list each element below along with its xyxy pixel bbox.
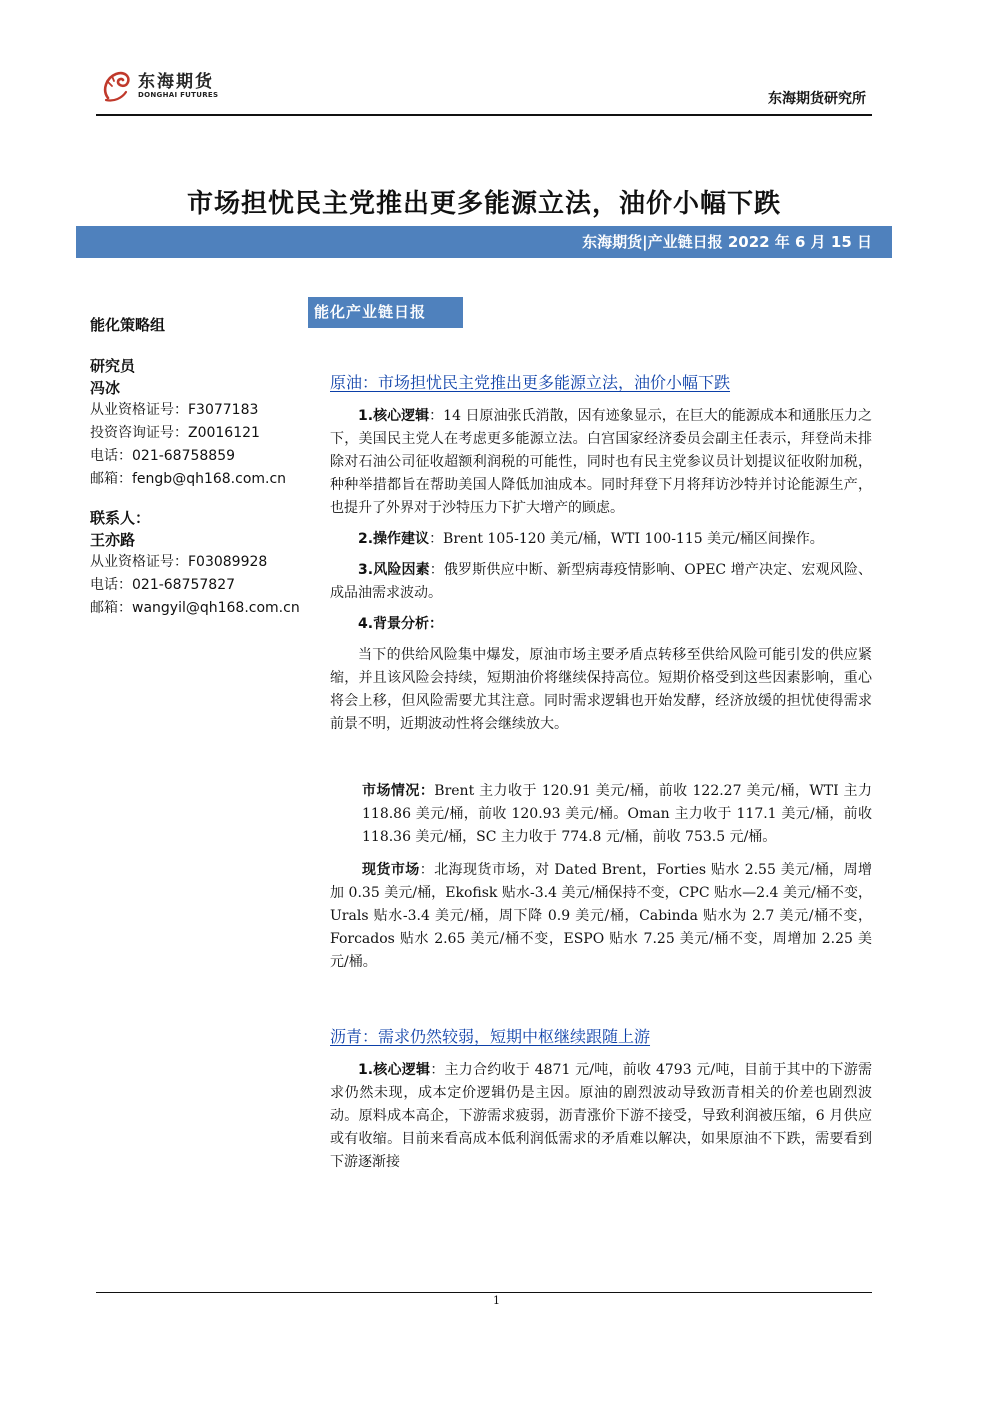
report-date-band: 东海期货|产业链日报 2022 年 6 月 15 日	[76, 226, 892, 258]
crude-background-text: 当下的供给风险集中爆发，原油市场主要矛盾点转移至供给风险可能引发的供应紧缩，并且该风险会持续，短期油价将继续保持高位。短期价格受到这些因素影响，重心将会上移，但风险需要尤其注意。同时需求逻辑也开始发酵，经济放缓的担忧使得需求前景不明，近期波动性将会继续放大。	[330, 647, 872, 732]
report-title: 市场担忧民主党推出更多能源立法，油价小幅下跌	[186, 189, 781, 219]
asphalt-core-logic-label: 1.核心逻辑	[358, 1062, 431, 1078]
footer-divider	[96, 1292, 872, 1293]
crude-spot-market	[330, 859, 872, 974]
crude-advice	[330, 528, 872, 551]
crude-core-logic-label: 1.核心逻辑	[358, 408, 430, 424]
crude-spot-text: ：北海现货市场，对 Dated Brent，Forties 贴水 2.55 美元/桶，周增加 0.35 美元/桶，Ekofisk 贴水-3.4 美元/桶保持不变，CPC 贴水—2.4 美元/桶不变，Urals 贴水-3.4 美元/桶，周下降 0.9 美元/桶，Cabinda 贴水为 2.7 美元/桶不变， Forcados 贴水 2.65 美元/桶不变，ESPO 贴水 7.25 美元/桶不变，周增加 2.25 美元/桶。	[330, 862, 873, 970]
researcher-name: 冯冰	[90, 379, 121, 397]
crude-spot-label: 现货市场	[362, 862, 420, 878]
crude-core-logic	[330, 405, 872, 520]
logo-chinese-name: 东海期货	[138, 72, 214, 92]
researcher-role: 研究员	[90, 357, 136, 375]
section-badge: 能化产业链日报	[308, 297, 463, 328]
crude-market-label: 市场情况：	[362, 783, 435, 799]
company-logo	[100, 68, 218, 104]
researcher-phone: 电话：021-68758859	[90, 448, 236, 464]
team-name: 能化策略组	[90, 316, 166, 334]
report-body	[330, 370, 872, 1182]
crude-risk-text: ：俄罗斯供应中断、新型病毒疫情影响、OPEC 增产决定、宏观风险、成品油需求波动。	[330, 562, 872, 601]
researcher-consult-license: 投资咨询证号：Z0016121	[90, 425, 260, 441]
contact-email[interactable]: 邮箱：wangyil@qh168.com.cn	[90, 600, 300, 616]
logo-english-name: DONGHAI FUTURES	[138, 91, 219, 99]
page-number: 1	[493, 1294, 500, 1307]
page-header	[96, 66, 872, 116]
crude-risk-label: 3.风险因素	[358, 562, 430, 578]
crude-market-text: Brent 主力收于 120.91 美元/桶，前收 122.27 美元/桶，WTI 主力 118.86 美元/桶，前收 120.93 美元/桶。Oman 主力收于 117.1 美元/桶，前收 118.36 美元/桶，SC 主力收于 774.8 元/桶，前收 753.5 元/桶。	[362, 783, 873, 845]
researcher-license: 从业资格证号：F3077183	[90, 402, 259, 418]
crude-market-summary	[330, 780, 872, 849]
crude-risk	[330, 559, 872, 605]
researcher-email[interactable]: 邮箱：fengb@qh168.com.cn	[90, 471, 287, 487]
contact-role: 联系人：	[90, 509, 151, 527]
crude-oil-section-title[interactable]: 原油：市场担忧民主党推出更多能源立法，油价小幅下跌	[330, 373, 731, 392]
crude-advice-label: 2.操作建议	[358, 531, 430, 547]
crude-background-heading: 4.背景分析：	[358, 616, 444, 632]
dragon-logo-icon	[100, 68, 134, 104]
contact-name: 王亦路	[90, 531, 136, 549]
asphalt-core-logic-text: ：主力合约收于 4871 元/吨，前收 4793 元/吨，目前于其中的下游需求仍然未现，成本定价逻辑仍是主因。原油的剧烈波动导致沥青相关的价差也剧烈波动。原料成本高企，下游需求疲弱，沥青涨价下游不接受，导致利润被压缩，6 月供应或有收缩。目前来看高成本低利润低需求的矛盾难以解决，如果原油不下跌，需要看到下游逐渐接	[330, 1062, 872, 1170]
contact-license: 从业资格证号：F03089928	[90, 554, 268, 570]
contact-phone: 电话：021-68757827	[90, 577, 236, 593]
author-sidebar	[90, 314, 318, 620]
crude-core-logic-text: ：14 日原油张氏消散，因有迹象显示，在巨大的能源成本和通胀压力之下，美国民主党人在考虑更多能源立法。白宫国家经济委员会副主任表示，拜登尚未排除对石油公司征收超额利润税的可能性，同时也有民主党参议员计划提议征收附加税，种种举措都旨在帮助美国人降低加油成本。同时拜登下月将拜访沙特并讨论能源生产，也提升了外界对于沙特压力下扩大增产的顾虑。	[330, 408, 872, 516]
asphalt-core-logic	[330, 1059, 872, 1174]
asphalt-section-title[interactable]: 沥青：需求仍然较弱，短期中枢继续跟随上游	[330, 1027, 651, 1046]
institute-name: 东海期货研究所	[768, 91, 866, 107]
crude-advice-text: ：Brent 105-120 美元/桶，WTI 100-115 美元/桶区间操作。	[429, 531, 824, 547]
